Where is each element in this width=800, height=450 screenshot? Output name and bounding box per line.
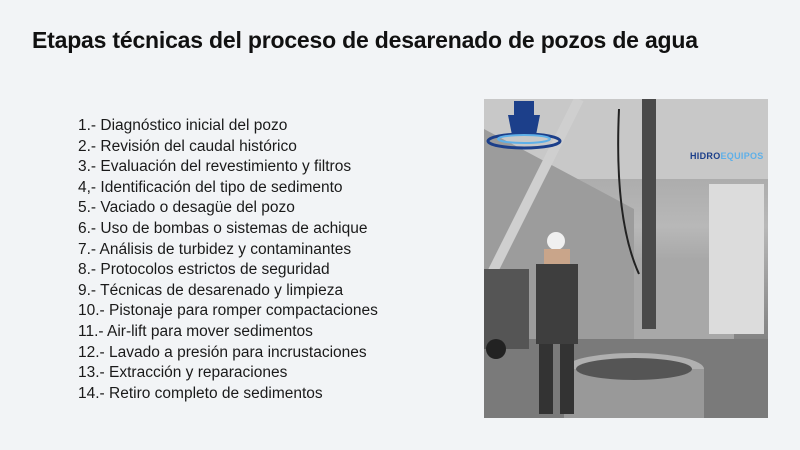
list-item: 1.- Diagnóstico inicial del pozo	[78, 117, 288, 134]
list-item: 9.- Técnicas de desarenado y limpieza	[78, 281, 344, 299]
list-item: 5.- Vaciado o desagüe del pozo	[78, 199, 295, 217]
list-item: 7.- Análisis de turbidez y contaminantes	[78, 240, 352, 258]
hidroequipos-logo	[484, 99, 564, 159]
hard-hat	[547, 232, 565, 250]
list-item: 10.- Pistonaje para romper compactaciones	[78, 302, 378, 320]
list-item: 8.- Protocolos estrictos de seguridad	[78, 261, 330, 279]
list-item: 13.- Extracción y reparaciones	[78, 364, 288, 382]
page-title: Etapas técnicas del proceso de desarenado de pozos de agua	[32, 27, 698, 53]
list-item: 3.- Evaluación del revestimiento y filtros	[78, 158, 352, 176]
silo	[709, 184, 764, 334]
logo-text-part2: EQUIPOS	[720, 151, 764, 161]
list-item: 4,- Identificación del tipo de sedimento	[78, 178, 343, 196]
well-desanding-photo	[484, 99, 768, 418]
list-item: 14.- Retiro completo de sedimentos	[78, 384, 323, 402]
crane-truck	[484, 269, 529, 349]
pump-column	[642, 99, 656, 329]
list-item: 12.- Lavado a presión para incrustaciones	[78, 343, 367, 361]
logo-text	[690, 151, 764, 161]
list-item: 11.- Air-lift para mover sedimentos	[78, 322, 313, 340]
list-item: 2.- Revisión del caudal histórico	[78, 137, 297, 155]
logo-text-part1: HIDRO	[690, 151, 721, 161]
worker	[536, 264, 578, 344]
list-item: 6.- Uso de bombas o sistemas de achique	[78, 219, 368, 237]
steps-list	[78, 116, 378, 404]
